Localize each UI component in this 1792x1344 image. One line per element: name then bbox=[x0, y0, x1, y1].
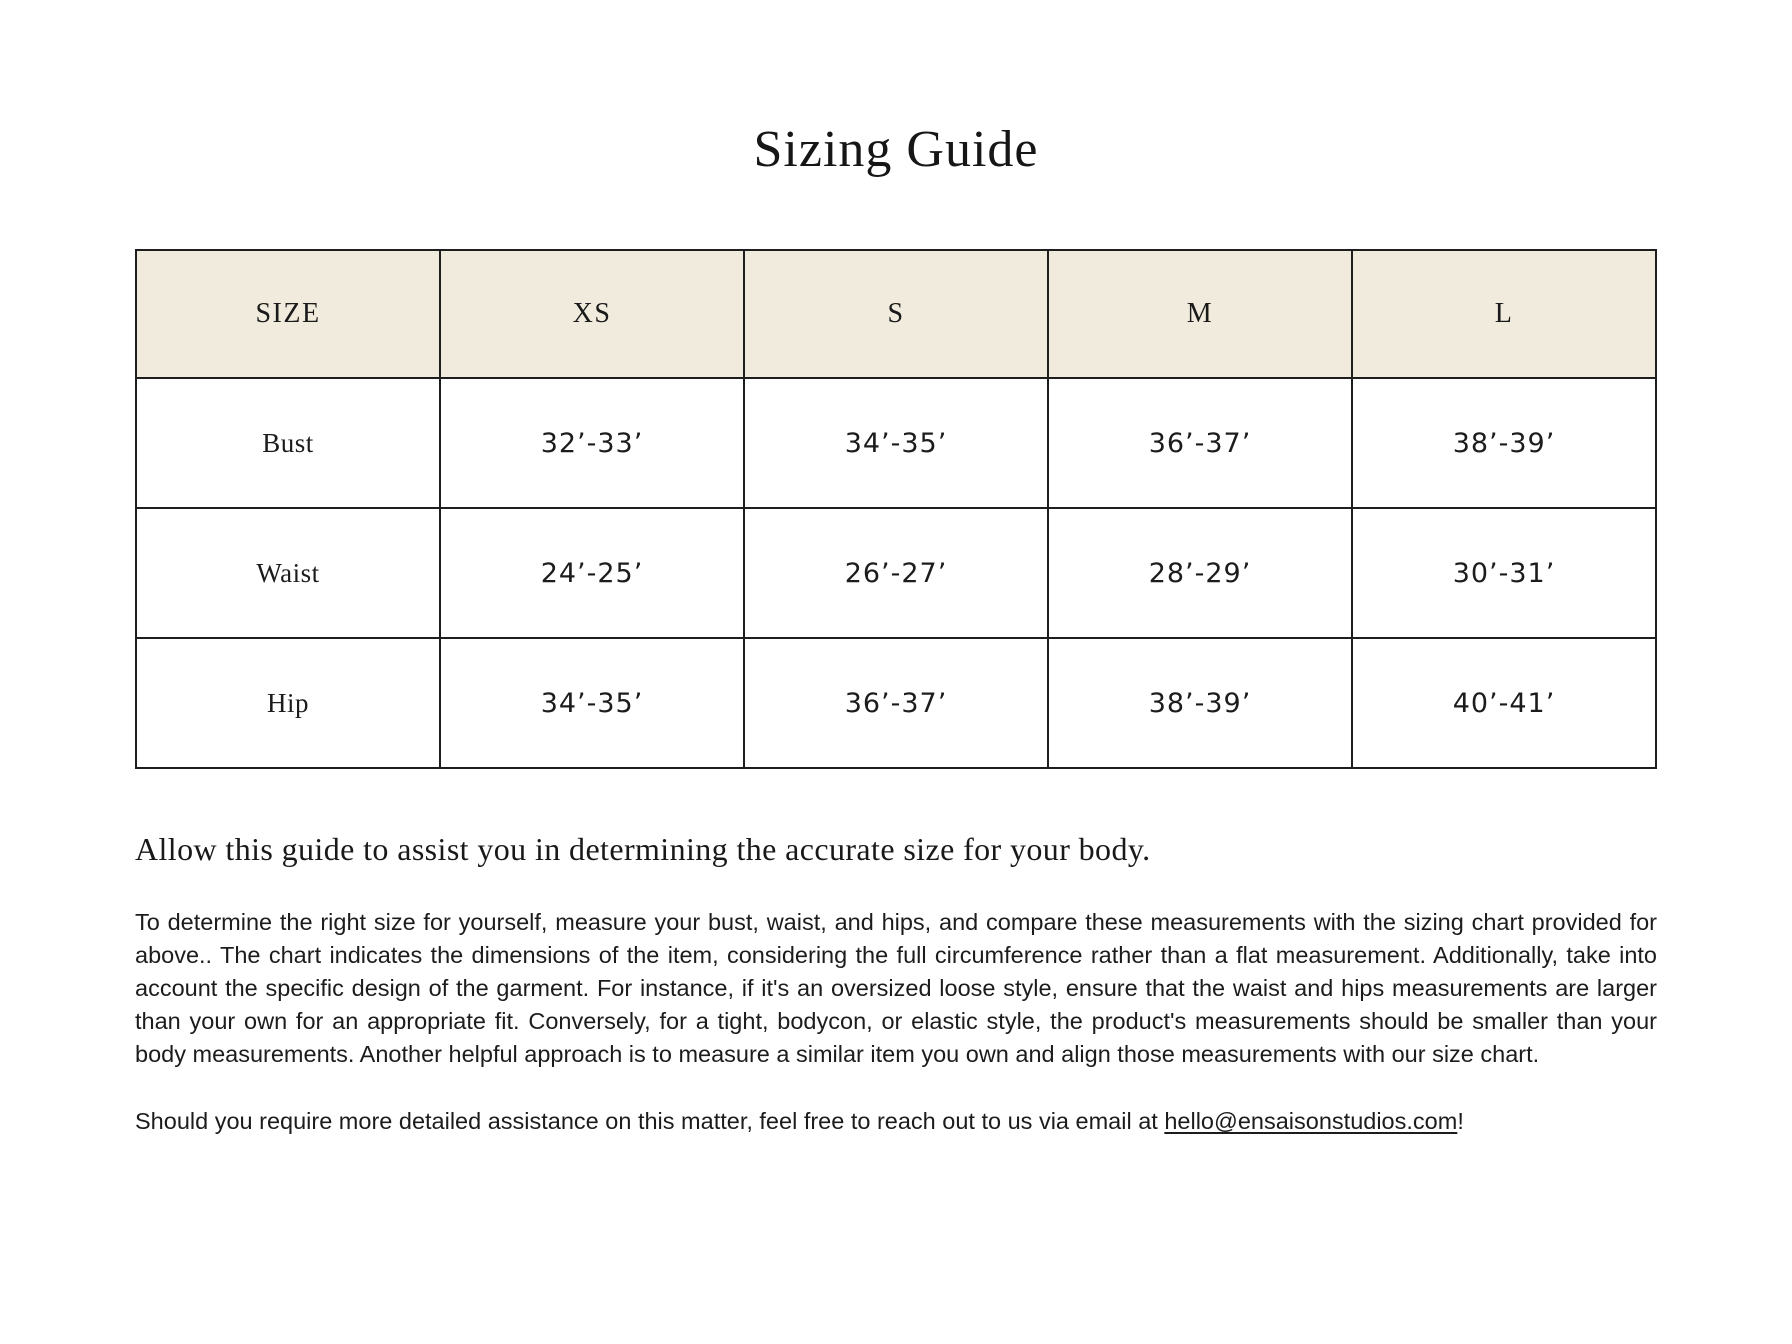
header-cell-xs: XS bbox=[440, 250, 744, 378]
table-header-row bbox=[136, 250, 1656, 378]
contact-text-suffix: ! bbox=[1457, 1108, 1464, 1134]
header-cell-m: M bbox=[1048, 250, 1352, 378]
table-row-bust bbox=[136, 378, 1656, 508]
table-row-waist bbox=[136, 508, 1656, 638]
header-cell-s: S bbox=[744, 250, 1048, 378]
hip-l-value: 40’-41’ bbox=[1352, 638, 1656, 768]
sizing-guide-page bbox=[135, 120, 1657, 1138]
contact-line bbox=[135, 1105, 1657, 1138]
waist-s-value: 26’-27’ bbox=[744, 508, 1048, 638]
table-row-hip bbox=[136, 638, 1656, 768]
hip-xs-value: 34’-35’ bbox=[440, 638, 744, 768]
header-cell-size: SIZE bbox=[136, 250, 440, 378]
guide-subheading: Allow this guide to assist you in determining the accurate size for your body. bbox=[135, 831, 1151, 867]
contact-text-prefix: Should you require more detailed assistance on this matter, feel free to reach out to us via email at bbox=[135, 1108, 1165, 1134]
sizing-table bbox=[135, 249, 1657, 769]
hip-m-value: 38’-39’ bbox=[1048, 638, 1352, 768]
bust-s-value: 34’-35’ bbox=[744, 378, 1048, 508]
guide-paragraph: To determine the right size for yourself, measure your bust, waist, and hips, and compare these measurements with the sizing chart provided for above.. The chart indicates the dimensions of the item, considering the full circumference rather than a flat measurement. Additionally, take into account the specific design of the garment. For instance, if it's an oversized loose style, ensure that the waist and hips measurements are larger than your own for an appropriate fit. Conversely, for a tight, bodycon, or elastic style, the product's measurements should be smaller than your body measurements. Another helpful approach is to measure a similar item you own and align those measurements with our size chart. bbox=[135, 909, 1657, 1067]
waist-m-value: 28’-29’ bbox=[1048, 508, 1352, 638]
header-cell-l: L bbox=[1352, 250, 1656, 378]
bust-xs-value: 32’-33’ bbox=[440, 378, 744, 508]
hip-s-value: 36’-37’ bbox=[744, 638, 1048, 768]
waist-l-value: 30’-31’ bbox=[1352, 508, 1656, 638]
page-title: Sizing Guide bbox=[753, 121, 1039, 178]
row-label-bust: Bust bbox=[136, 378, 440, 508]
bust-m-value: 36’-37’ bbox=[1048, 378, 1352, 508]
row-label-hip: Hip bbox=[136, 638, 440, 768]
waist-xs-value: 24’-25’ bbox=[440, 508, 744, 638]
bust-l-value: 38’-39’ bbox=[1352, 378, 1656, 508]
email-link[interactable]: hello@ensaisonstudios.com bbox=[1164, 1108, 1458, 1134]
row-label-waist: Waist bbox=[136, 508, 440, 638]
